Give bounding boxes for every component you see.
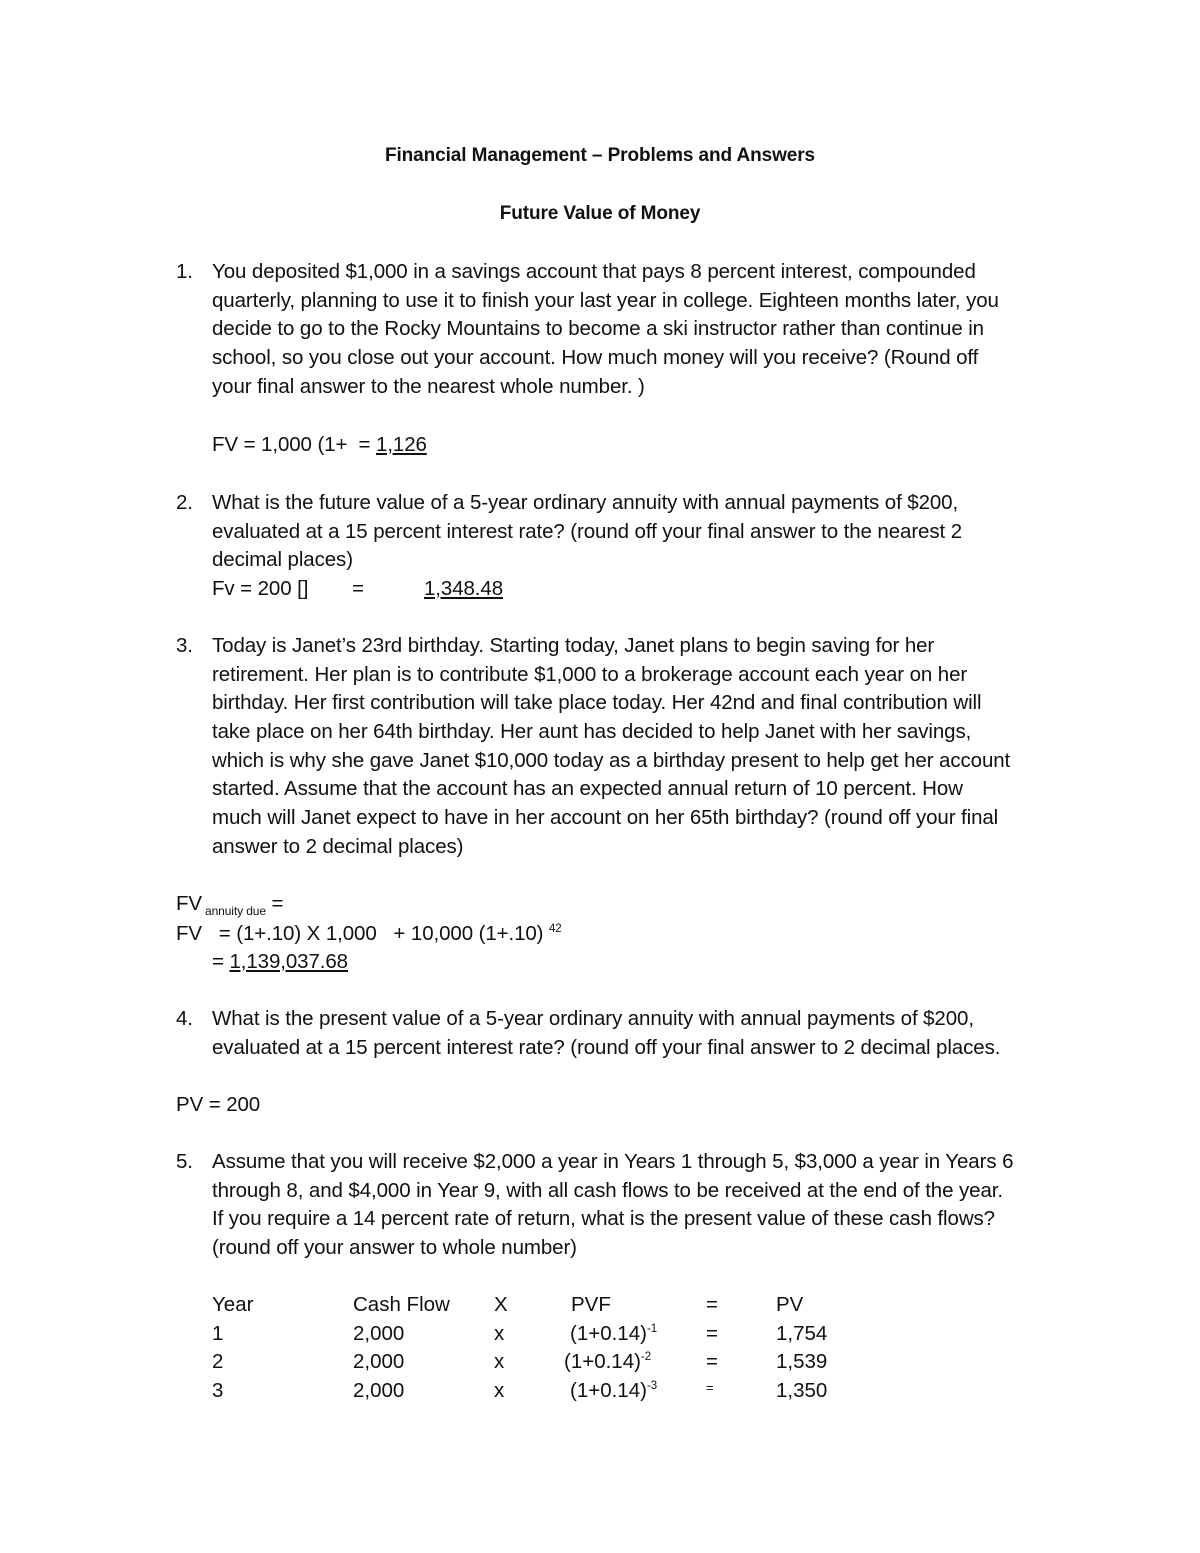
problem-text-line: What is the present value of a 5-year ordinary annuity with annual payments of $200, — [212, 1007, 974, 1030]
cell-cash-flow: 2,000 — [353, 1379, 405, 1402]
document-title: Financial Management – Problems and Answers — [384, 145, 815, 166]
cell-x: x — [494, 1322, 505, 1345]
pvf-base: (1+0.14) — [570, 1322, 647, 1345]
pvf-base: (1+0.14) — [564, 1350, 641, 1373]
problem-text-line: quarterly, planning to use it to finish your last year in college. Eighteen months later, you — [212, 289, 999, 312]
fv-formula-line — [176, 920, 562, 949]
problem-text-line: through 8, and $4,000 in Year 9, with all cash flows to be received at the end of the year. — [212, 1179, 1003, 1202]
problem-number: 5. — [176, 1150, 193, 1173]
answer-formula: Fv = 200 [] — [212, 577, 309, 600]
cell-cash-flow: 2,000 — [353, 1350, 405, 1373]
problem-number: 1. — [176, 260, 193, 283]
problem-text-line: If you require a 14 percent rate of return, what is the present value of these cash flows? — [212, 1207, 995, 1230]
problem-text-line: Assume that you will receive $2,000 a year in Years 1 through 5, $3,000 a year in Years 6 — [212, 1150, 1014, 1173]
column-header-pv: PV — [776, 1293, 804, 1316]
problem-text-line: What is the future value of a 5-year ordinary annuity with annual payments of $200, — [212, 491, 959, 514]
cell-x: x — [494, 1350, 505, 1373]
fv-result-line — [212, 948, 348, 977]
column-header-equals: = — [706, 1293, 718, 1316]
cell-equals: = — [706, 1350, 718, 1373]
column-header-pvf: PVF — [571, 1293, 611, 1316]
fv-subscript: annuity due — [205, 904, 266, 918]
problem-text-line: decide to go to the Rocky Mountains to become a ski instructor rather than continue in — [212, 317, 984, 340]
answer-line — [212, 431, 427, 460]
cell-pv: 1,350 — [776, 1379, 828, 1402]
pvf-exponent: -1 — [646, 1323, 658, 1336]
problem-text-line: evaluated at a 15 percent interest rate? (round off your final answer to 2 decimal places. — [212, 1036, 1001, 1059]
problem-text-line: You deposited $1,000 in a savings account that pays 8 percent interest, compounded — [212, 260, 976, 283]
problem-text-line: birthday. Her first contribution will take place today. Her 42nd and final contribution will — [212, 691, 982, 714]
problem-text-line: (round off your answer to whole number) — [212, 1236, 577, 1259]
cell-year: 1 — [212, 1322, 224, 1345]
problem-text-line: take place on her 64th birthday. Her aunt has decided to help Janet with her savings, — [212, 720, 972, 743]
problem-text-line: much will Janet expect to have in her account on her 65th birthday? (round off your final — [212, 806, 999, 829]
cell-year: 3 — [212, 1379, 224, 1402]
problem-number: 3. — [176, 634, 193, 657]
problem-text-line: started. Assume that the account has an expected annual return of 10 percent. How — [212, 777, 963, 800]
problem-text-line: school, so you close out your account. How much money will you receive? (Round off — [212, 346, 979, 369]
pvf-exponent: -2 — [640, 1351, 652, 1364]
fv-equals: = — [265, 892, 284, 915]
pvf-exponent: -3 — [646, 1380, 658, 1393]
problem-text-line: evaluated at a 15 percent interest rate? (round off your final answer to the nearest 2 — [212, 520, 962, 543]
column-header-cash-flow: Cash Flow — [353, 1293, 450, 1316]
fv-formula: FV = (1+.10) X 1,000 + 10,000 (1+.10) — [176, 922, 550, 945]
problem-number: 4. — [176, 1007, 193, 1030]
answer-formula: PV = 200 — [176, 1093, 261, 1116]
answer-formula: FV = 1,000 (1+ = — [212, 433, 377, 456]
problem-text-line: which is why she gave Janet $10,000 today as a birthday present to help get her account — [212, 749, 1011, 772]
cell-pvf — [570, 1377, 657, 1406]
answer-value: 1,348.48 — [424, 577, 503, 600]
cell-year: 2 — [212, 1350, 224, 1373]
problem-text-line: decimal places) — [212, 548, 353, 571]
problem-text-line: answer to 2 decimal places) — [212, 835, 464, 858]
answer-value: 1,126 — [376, 433, 427, 456]
cell-pv: 1,539 — [776, 1350, 828, 1373]
cell-pvf — [564, 1348, 651, 1377]
column-header-x: X — [494, 1293, 508, 1316]
answer-equals: = — [352, 577, 364, 600]
document-subtitle: Future Value of Money — [499, 203, 701, 224]
problem-text-line: your final answer to the nearest whole number. ) — [212, 375, 645, 398]
answer-value: 1,139,037.68 — [229, 950, 348, 973]
fv-exponent: 42 — [549, 923, 562, 936]
cell-pvf — [570, 1320, 657, 1349]
cell-equals: = — [706, 1322, 718, 1345]
cell-cash-flow: 2,000 — [353, 1322, 405, 1345]
column-header-year: Year — [212, 1293, 254, 1316]
problem-text-line: retirement. Her plan is to contribute $1,000 to a brokerage account each year on her — [212, 663, 968, 686]
problem-number: 2. — [176, 491, 193, 514]
problem-text-line: Today is Janet’s 23rd birthday. Starting today, Janet plans to begin saving for her — [212, 634, 935, 657]
fv-label: FV — [176, 892, 202, 915]
fv-result-equals: = — [212, 950, 230, 973]
fv-annuity-due-line — [176, 890, 283, 921]
cell-equals: = — [706, 1380, 714, 1395]
pvf-base: (1+0.14) — [570, 1379, 647, 1402]
cell-pv: 1,754 — [776, 1322, 828, 1345]
cell-x: x — [494, 1379, 505, 1402]
